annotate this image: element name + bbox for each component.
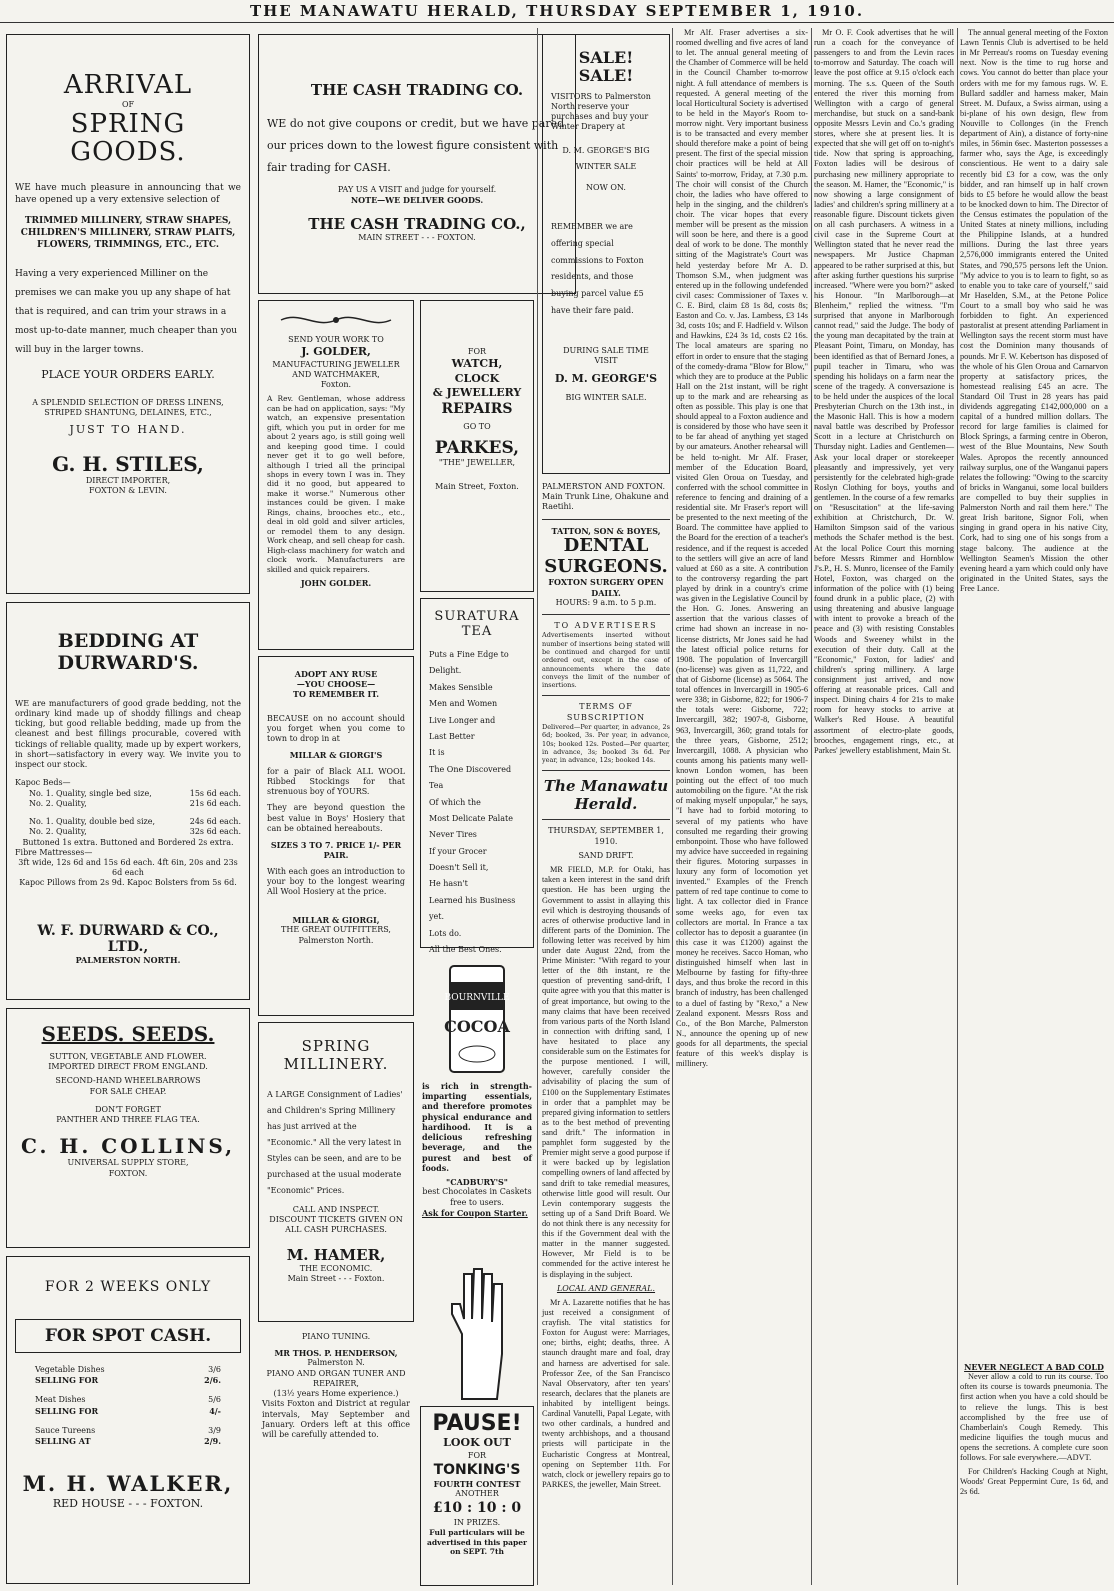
millar-name: MILLAR & GIORGI'S: [289, 750, 383, 761]
seeds-loc: FOXTON.: [108, 1168, 148, 1178]
sale-during: DURING SALE TIME VISIT: [563, 345, 649, 365]
herald-head: SAND DRIFT.: [578, 850, 634, 860]
arrival-body: Having a very experienced Milliner on the premises we can make you up any shape of hat that is required, and can trim your straws in a most up-to-date manner, much cheaper than you will buy in the larger towns.: [15, 269, 238, 356]
cocoa-body: is rich in strength-imparting essentials, and therefore promotes physical endurance and hardihood. It is a delicious refreshing beverage, and the purest and best of foods.: [422, 1081, 532, 1173]
cash-pay: PAY US A VISIT and judge for yourself.: [337, 185, 497, 194]
sale-title: SALE! SALE!: [578, 48, 634, 86]
arrival-title: ARRIVAL: [63, 70, 193, 100]
article-text: The annual general meeting of the Foxton Lawn Tennis Club is advertised to be held in Mr Perreau's rooms on Tuesday evening next. Now is the time to rug horse and cows. You cannot do better than place your orders with me for my famous rugs. W. E. Bullard saddler and harness maker, Main Street. M. Dufaux, a Swiss airman, using a bi-plane of his own design, flew from Nouville to Collonges (in the French department of Ain), a distance of forty-nine miles, in 56min 6sec. Masterton possesses a farmer who, says the Age, is exceedingly conscientious. He went to a dairy sale recently bid £3 for a cow, was the only bidder, and ran himself up in half crown bids to £5 before he would allow the beast to be knocked down to him. The Director of the Census estimates the population of the United States at ninety millions, including the Philippine Islands, at a hundred millions. During the last three years 2,576,000 immigrants entered the United States, and 790,575 persons left the Union. "My advice to you is to learn to fight, so as to enable you to take care of yourself," said Mr Haselden, S.M., at the Petone Police Court to a small boy who said he was forbidden to fight. An experienced pastoralist at present attending Parliament in Wellington says the recent storm must have cost the Dominion many thousands of pounds. Mr F. W. Kebertson has disposed of the whole of his Glen Oroua and Carnarvon property at satisfactory prices, the homestead realising £45 an acre. The Standard Oil Trust in 28 years has paid dividends aggregating £142,000,000 on a capital of a hundred million dollars. The record for large families is claimed for Block Springs, a farming centre in Oberon, west of the Blue Mountains, New South Wales. Apropos the recently announced railway surplus, one of the Wanganui papers relates the following: "Owing to the scarcity of bricks in Wanganui, some local builders are compelled to buy their supplies in Palmerston North and rail them here." The great Irish baritone, Signor Foli, when singing in grand opera in his native City, Cork, had to sing one of his songs from a stage balcony. The audience at the Wellington Seamen's Mission the other evening heard a yarn which could only have originated in the United States, says the Free Lance.: [960, 28, 1108, 594]
dental-open: FOXTON SURGERY OPEN DAILY.: [548, 577, 664, 598]
suratura-line: Men and Women: [429, 699, 498, 709]
dental-name: TATTON, SON & BOYES,: [551, 525, 661, 536]
suratura-title: SURATURA TEA: [434, 609, 520, 639]
piano-title: PIANO TUNING.: [301, 1332, 371, 1341]
dental-line: PALMERSTON AND FOXTON.: [542, 482, 666, 491]
spot-was: 5/6: [208, 1395, 221, 1405]
suratura-line: Learned his Business yet.: [429, 895, 516, 922]
dental-sub: Main Trunk Line, Ohakune and Raetihi.: [542, 492, 669, 512]
suratura-line: If your Grocer: [429, 846, 487, 856]
sale-ad: [542, 34, 670, 474]
article-text: Mr A. Lazarette notifies that he has just received a consignment of crayfish. The vital statistics for Foxton for August were: Marriages, one; births, eight; deaths, three. A staunch draught mare and foal, dray and harness are advertised for sale. Professor Zee, of the San Francisco Naval Observatory, after ten years' research, declares that the planets are inhabited by intelligent beings. Cardinal Vanutelli, Papal Legate, with two other cardinals, a hundred and twenty archbishops, and a thousand priests will participate in the Eucharistic Congress at Montreal, opening on September 11th. For watch, clock or jewellery repairs go to PARKES, the jeweller, Main Street.: [542, 1297, 670, 1489]
spot-was: 3/6: [208, 1365, 221, 1374]
pointing-hand-icon: [442, 1264, 512, 1404]
golder-ad: [258, 300, 414, 650]
seeds-title: SEEDS. SEEDS.: [41, 1022, 215, 1046]
spot-title: FOR 2 WEEKS ONLY: [44, 1279, 212, 1295]
pause-line: FOR: [467, 1450, 487, 1460]
bedding-fibre: Fibre Mattresses—: [15, 847, 93, 857]
price-value: 21s 6d each.: [189, 798, 241, 808]
article-text: MR FIELD, M.P. for Otaki, has taken a keen interest in the sand drift question. He has been urging the Government to assist in allaying this evil which is destroying thousands of acres of otherwise productive land in different parts of the Dominion. The following letter was received by him under date August 22nd, from the Prime Minister: "With regard to your letter of the 8th instant, re the question of preventing sand-drift, I quite agree with you that this matter is of great importance, but owing to the many claims that have been received from various parts of the North Island in connection with drifting sand, I have hesitated to place any considerable sum on the Estimates for the purpose mentioned. I will, however, carefully consider the advisability of placing the sum of £100 on the Supplementary Estimates in order that a pamphlet may be prepared giving information to settlers as to the best method of preventing sand drift." The information in pamphlet form suggested by the Premier might serve a good purpose if it were backed up by legislation compelling owners of land affected by sand drift to take remedial measures, otherwise little good will result. Our Levin contemporary suggests the setting up of a Sand Drift Board. We do not think there is any necessity for this if the Government deal with the matter in the manner suggested. However, Mr Field is to be commended for the active interest he is displaying in the subject.: [542, 865, 670, 1279]
price-label: No. 2. Quality,: [29, 798, 87, 808]
spot-now: 4/-: [209, 1405, 221, 1416]
suratura-lines: [429, 647, 525, 958]
arrival-ad: [6, 34, 250, 594]
seeds-name: C. H. COLLINS,: [20, 1134, 236, 1159]
spot-item: Vegetable Dishes: [35, 1365, 105, 1374]
article-text: Never allow a cold to run its course. Too often its course is towards pneumonia. The first action when you have a cold should be to relieve the lungs. This is best accomplished by the free use of Chamberlain's Cough Remedy. This medicine liquifies the tough mucus and opens the secretions. A complete cure soon follows. For sale everywhere.—ADVT.: [960, 1372, 1108, 1463]
arrival-sub: DIRECT IMPORTER,: [85, 475, 171, 485]
bedding-ad: [6, 602, 250, 1000]
spring-title: SPRING MILLINERY.: [283, 1037, 389, 1073]
spring-disc: DISCOUNT TICKETS GIVEN ON ALL CASH PURCHASES.: [269, 1215, 403, 1235]
millar-ad: [258, 656, 414, 1016]
sale-name-2: D. M. GEORGE'S: [554, 372, 658, 386]
spring-loc: Main Street - - - Foxton.: [287, 1273, 385, 1283]
suratura-line: Most Delicate Palate: [429, 813, 513, 823]
piano-loc: Palmerston N.: [307, 1358, 365, 1368]
spot-sell: SELLING FOR: [35, 1375, 99, 1386]
bedding-prices: [15, 789, 241, 838]
sale-big: BIG WINTER SALE.: [565, 392, 647, 402]
arrival-order: PLACE YOUR ORDERS EARLY.: [41, 367, 215, 381]
parkes-go: GO TO: [463, 422, 491, 432]
price-row: [29, 827, 241, 837]
column-5: [676, 28, 808, 1585]
seeds-line: SECOND-HAND WHEELBARROWS: [55, 1076, 201, 1086]
parkes-line: WATCH, CLOCK: [451, 357, 503, 385]
arrival-title-2: SPRING GOODS.: [70, 108, 186, 168]
golder-sign: JOHN GOLDER.: [300, 578, 372, 589]
spot-row: [35, 1436, 221, 1446]
pause-line: TONKING'S: [433, 1461, 521, 1478]
bedding-name: W. F. DURWARD & CO., LTD.,: [37, 922, 219, 955]
ornament-icon: [276, 311, 396, 329]
millar-sizes: SIZES 3 TO 7. PRICE 1/- PER PAIR.: [270, 840, 402, 861]
golder-name: J. GOLDER,: [301, 345, 371, 359]
spot-title-2: FOR SPOT CASH.: [15, 1319, 241, 1353]
piano-sub: PIANO AND ORGAN TUNER AND REPAIRER,: [266, 1368, 406, 1388]
hacking-article: [960, 1467, 1108, 1497]
sale-now: NOW ON.: [586, 182, 626, 192]
terms-body: Delivered—Per quarter, in advance, 2s 6d; booked, 3s. Per year, in advance, 10s; booked 12s. Posted—Per quarter, in advance, 3s; booked 3s 6d. Per year, in advance, 12s; booked 14s.: [542, 722, 670, 765]
arrival-items: TRIMMED MILLINERY, STRAW SHAPES, CHILDREN'S MILLINERY, STRAW PLAITS, FLOWERS, TRIMMINGS, ETC., ETC.: [20, 216, 236, 250]
seeds-sub: UNIVERSAL SUPPLY STORE,: [67, 1158, 189, 1168]
bedding-title: BEDDING AT DURWARD'S.: [57, 630, 199, 674]
terms-title: TERMS OF SUBSCRIPTION: [566, 702, 646, 722]
cocoa-tin-icon: [442, 962, 512, 1077]
cash-name: THE CASH TRADING CO.,: [308, 215, 526, 234]
dental-ad: [542, 482, 670, 1494]
piano-years: (13½ years Home experience.): [273, 1389, 399, 1399]
suratura-line: He hasn't: [429, 879, 468, 889]
spot-now: 2/6.: [204, 1375, 221, 1386]
spring-name: M. HAMER,: [286, 1245, 386, 1264]
seeds-line: FOR SALE CHEAP.: [89, 1086, 167, 1096]
seeds-line: IMPORTED DIRECT FROM ENGLAND.: [48, 1062, 208, 1072]
news-column: [814, 28, 954, 756]
price-value: 32s 6d each.: [189, 827, 241, 837]
herald-title: The Manawatu Herald.: [543, 777, 669, 814]
spot-sell: SELLING AT: [35, 1436, 91, 1447]
parkes-sub: "THE" JEWELLER,: [438, 458, 516, 468]
cocoa-ask: Ask for Coupon Starter.: [422, 1207, 528, 1218]
divider: [542, 819, 670, 820]
local-article: [542, 1298, 670, 1490]
column-4: [542, 28, 670, 1585]
parkes-name: PARKES,: [434, 437, 520, 458]
price-label: No. 2. Quality,: [29, 827, 87, 837]
column-7: [960, 28, 1108, 1585]
pause-line: FOURTH CONTEST: [433, 1479, 521, 1490]
divider: [542, 614, 670, 615]
spot-sell: SELLING FOR: [35, 1405, 99, 1416]
bedding-intro: WE are manufacturers of good grade bedding, not the ordinary kind made up of shoddy fillings and cheap ticking, but good reliable bedding, made up from the cleanest and best fillings procurable, covered with tickings of reliable quality, made up by expert workers, in short—satisfactory in every way. We invite you to inspect our stock.: [15, 698, 241, 770]
price-row: [29, 799, 241, 809]
article-text: Mr O. F. Cook advertises that he will run a coach for the conveyance of passengers to and from the Levin races to-morrow and Saturday. The coach will leave the post office at 9.15 o'clock each morning. The s.s. Queen of the South entered the river this morning from Wellington with a cargo of general merchandise, but stuck on a sand-bank opposite Messrs Levin and Co.'s grading stores, where she at present lies. It is expected that she will get off on to-night's tide. Now that spring is approaching, Foxton ladies will be desirous of purchasing new millinery appropriate to the season. M. Hamer, the "Economic," is now showing a large consignment of ladies' and children's spring millinery at a reasonable figure. Discount tickets given on all cash purchasers. A witness in a civil case in the Supreme Court at Wellington stated that he never read the newspapers. Mr Justice Chapman appeared to be rather surprised at this, but after asking further questions his surprise increased. "Where were you born?" asked his Honour. "In Marlborough—at Blenheim," replied the witness. "I'm surprised that anyone in Marlborough cannot read," said the Judge. The body of the young man decapitated by the train at Pleasant Point, Timaru, on Monday, has been identified as that of Bernard Jones, a pupil teacher in Timaru, who was spending his holidays on a farm near the scene of the tragedy. A conversazione is to be held under the auspices of the local Presbyterian Church on the 13th inst., in the Masonic Hall. This is how a modern naval battle was described by Professor Scott in a lecture at Christchurch on Thursday night. Ladies and Gentlemen—Ask your local draper or storekeeper pleasantly and impressively, yet very persistently for the celebrated high-grade Roslyn Clothing for boys, youths and gentlemen. In the course of a few remarks on "Resuscitation" at the life-saving exhibition at Christchurch, Dr. W. Hamilton Simpson said of the various methods the Schafer method is the best. At the local Police Court this morning before Messrs Rimmer and Hornblow J's.P., H. S. Munro, licensee of the Family Hotel, Foxton, was charged on the information of the police with (1) being found drunk in a public place, (2) with using threatening and abusive language with intent to provoke a breach of the peace and (3) with resisting Constables Woods and Sweeney whilst in the execution of their duty. Call at the "Economic," Foxton, for ladies' and children's spring millinery. A large consignment just arrived, and now offering at reasonable prices. Call and inspect. Dining chairs 4 for 21s to make room for heavy stocks to arrive at Walker's Red House. A beautiful assortment of electro-plate goods, brooches, engagement rings, etc., at Parkes' jewellery establishment, Main St.: [814, 28, 954, 755]
dental-title-2: SURGEONS.: [544, 555, 668, 577]
price-value: 24s 6d each.: [189, 817, 241, 827]
herald-date: THURSDAY, SEPTEMBER 1, 1910.: [548, 826, 664, 846]
suratura-line: Doesn't Sell it,: [429, 863, 489, 873]
sale-remember: REMEMBER we are offering special commissions to Foxton residents, and those buying parcel value £5 have their fare paid.: [551, 221, 644, 315]
spot-name: M. H. WALKER,: [22, 1471, 234, 1497]
spot-was: 3/9: [208, 1425, 221, 1435]
pause-line: IN PRIZES.: [453, 1517, 501, 1527]
spot-item: Meat Dishes: [35, 1395, 86, 1405]
spot-row: [35, 1375, 221, 1385]
suratura-line: All the Best Ones.: [429, 945, 502, 955]
seeds-line: DON'T FORGET: [95, 1104, 161, 1114]
neglect-head: NEVER NEGLECT A BAD COLD: [964, 1362, 1104, 1372]
seeds-ad: [6, 1008, 250, 1248]
column-rule: [957, 28, 958, 1585]
cash-title: THE CASH TRADING CO.: [310, 81, 524, 99]
golder-send: SEND YOUR WORK TO: [288, 335, 384, 344]
spot-item: Sauce Tureens: [35, 1425, 96, 1435]
suratura-line: Puts a Fine Edge to Delight.: [429, 650, 509, 676]
neglect-article: [960, 1372, 1108, 1463]
column-rule: [537, 28, 538, 1585]
spot-row: [35, 1426, 221, 1436]
column-rule: [811, 28, 812, 1585]
suratura-line: Last Better: [429, 731, 475, 741]
news-column: [960, 28, 1108, 1358]
cocoa-ad: [420, 956, 534, 1220]
spot-row: [35, 1395, 221, 1405]
column-6: [814, 28, 954, 1585]
sale-name: D. M. GEORGE'S BIG WINTER SALE: [562, 145, 650, 171]
arrival-name: G. H. STILES,: [52, 451, 204, 476]
column-3: [420, 28, 534, 1585]
suratura-line: Of which the: [429, 797, 481, 807]
svg-text:COCOA: COCOA: [444, 1017, 510, 1036]
arrival-loc: FOXTON & LEVIN.: [89, 486, 167, 496]
dental-title: DENTAL: [563, 534, 649, 556]
spring-millinery-ad: [258, 1022, 414, 1322]
millar-body-2: for a pair of Black ALL WOOL Ribbed Stockings for that strenuous boy of YOURS.: [267, 766, 405, 797]
bedding-kapok: Kapoc Beds—: [15, 778, 71, 788]
millar-line: TO REMEMBER IT.: [292, 689, 379, 700]
pause-line: LOOK OUT: [443, 1436, 511, 1450]
pause-line: £10 : 10 : 0: [432, 1500, 522, 1517]
suratura-line: Lots do.: [429, 928, 462, 938]
pause-line: PAUSE!: [432, 1411, 522, 1436]
spot-row: [35, 1365, 221, 1375]
piano-name: MR THOS. P. HENDERSON,: [274, 1348, 398, 1359]
parkes-line: & JEWELLERY: [432, 385, 522, 399]
spring-sub: THE ECONOMIC.: [299, 1263, 373, 1273]
spring-body: A LARGE Consignment of Ladies' and Children's Spring Millinery has just arrived at the "Economic." All the very latest in Styles can be seen, and are to be purchased at the usual moderate "Economic" Prices.: [267, 1090, 403, 1195]
dental-hours: HOURS: 9 a.m. to 5 p.m.: [555, 597, 657, 607]
arrival-of: OF: [121, 99, 135, 109]
price-value: 15s 6d each.: [189, 788, 241, 798]
golder-sub: MANUFACTURING JEWELLER AND WATCHMAKER,: [272, 359, 400, 379]
news-column: [676, 28, 808, 1069]
millar-sign: MILLAR & GIORGI,: [292, 915, 380, 926]
golder-body: A Rev. Gentleman, whose address can be had on application, says: "My watch, an expensive presentation gift, which you put in order for me about 2 years ago, is still going well and keeping good time. I could never get it to go well before, although I tried all the principal shops in every town I was in. They did it no good, but appeared to make it worse." Numerous other instances could be given. I make Rings, chains, brooches etc., etc., deal in old gold and silver articles, or remodel them to any design. Work cheap, and sell cheap for cash. High-class machinery for watch and clock work. Manufacturers are skilled and quick repairers.: [267, 394, 405, 574]
price-row: [29, 789, 241, 799]
pause-line: Full particulars will be advertised in this paper on SEPT. 7th: [427, 1527, 527, 1557]
suratura-line: Live Longer and: [429, 715, 496, 725]
pause-ad: [420, 1406, 534, 1586]
svg-text:BOURNVILLE: BOURNVILLE: [444, 993, 510, 1003]
divider: [542, 519, 670, 520]
bedding-pillows: Kapoc Pillows from 2s 9d. Kapoc Bolsters from 5s 6d.: [19, 878, 237, 888]
price-row: [29, 817, 241, 827]
cash-note: NOTE—WE DELIVER GOODS.: [350, 195, 484, 206]
arrival-dress: A SPLENDID SELECTION OF DRESS LINENS, STRIPED SHANTUNG, DELAINES, ETC.,: [32, 398, 224, 418]
advert-title: TO ADVERTISERS: [554, 621, 658, 631]
golder-town: Foxton.: [320, 380, 352, 389]
millar-line: ADOPT ANY RUSE: [294, 669, 378, 679]
spot-loc: RED HOUSE - - - FOXTON.: [52, 1496, 204, 1510]
bedding-loc: PALMERSTON NORTH.: [75, 954, 181, 965]
spot-cash-ad: [6, 1256, 250, 1584]
suratura-line: It is: [429, 748, 445, 758]
masthead: THE MANAWATU HERALD, THURSDAY SEPTEMBER 1, 1910.: [0, 0, 1114, 23]
millar-sub: THE GREAT OUTFITTERS,: [281, 925, 391, 935]
millar-body: BECAUSE on no account should you forget when you come to town to drop in at: [267, 713, 405, 744]
column-rule: [672, 28, 673, 1585]
bedding-buttoned: Buttoned 1s extra. Buttoned and Bordered 2s extra.: [22, 837, 234, 847]
spot-prices: [15, 1365, 241, 1446]
article-text: Mr Alf. Fraser advertises a six-roomed dwelling and five acres of land to let. The annual general meeting of the Chamber of Commerce will be held in the Council Chamber to-morrow night. A full attendance of members is requested. A general meeting of the local Horticultural Society is advertised to be held in the Mayor's Room to-morrow night. Very important business is to be transacted and every member should therefore make a point of being present. The first of the special mission choir practices will be held at All Saints' to-morrow, Friday, at 7.30 p.m. The choir will consist of the Church choir, the ladies who have offered to help in the singing, and the children's choir. The vicar hopes that every member will be present as the mission will soon be here, and there is a good deal of work to be done. The monthly sitting of the Magistrate's Court was held yesterday before Mr A. D. Thomson S.M., when judgment was entered up in the following undefended civil cases: Commissioner of Taxes v. C. E. Bird, claim £8 1s 8d, costs 8s; Easton and Co. v. Jas. Lambess, £3 14s 3d, costs 10s; and F. Hadfield v. Wilson and Hawkins, £24 3s 1d, costs £2 16s. The local amateurs are sparing no effort in order to ensure that the staging of the comedy-drama "Blow for Blow," which they are to produce at the Public Hall on the 21st instant, will be right up to the mark and are rehearsing as often as possible. This play is one that should appeal to a Foxton audience and is considered by those who have seen it to be far ahead of anything yet staged by our amateurs. Another rehearsal will be held to-night. Mr Alf. Fraser, member of the Education Board, visited Glen Oroua on Tuesday, and conferred with the school committee in reference to fencing and draining of a residential site. Mr Fraser's report will be presented to the next meeting of the Board. The committee have applied to the Board for the erection of a teacher's residence, and if the request is acceded to the settlers will give an acre of land valued at £60 as a site. A contribution to the controversy regarding the part played by drink in a country's crime was given in the Legislative Council by the Hon. G. Jones. Answering an assertion that the various classes of crime had shown an increase in no-license districts, Mr Jones said he had the latest official police returns for 1908. The population of Invercargill (no-license) was given as 11,722, and that of Gisborne (license) as 5064. The total offences in Invercargill in 1905-6 were 338; in Gisborne, 822; for 1906-7 the totals were: Gisborne, 722; Invercargill, 382; 1907-8, Gisborne, 963, Invercargill, 360; grand totals for the three years, Gisborne, 2512; Invercargill, 1088. A physician who counts among his patients many well-known London women, has been pointing out the effect of too much automobiling on the figure. "At the risk of making myself unpopular," he says, "I have had to forbid motoring to several of my patients who have consulted me regarding their growing embonpoint. Those who have followed my advice have succeeded in regaining their figures. Motoring surpasses in luxury any form of locomotion yet invented." Examples of the French pattern of red tape continue to come to light. A tax collector died in France some weeks ago, for even tax collectors are mortal. In France a tax collector has to deposit a guarantee (in this case it was £1200) against the money he receives. Sacco Homan, who distinguished himself when last in Melbourne by fasting for fifty-three days, and thus broke the record in this branch of industry, has been challenged to a duel of fasting by "Rexo," a New Zealand exponent. Messrs Ross and Co., of the Bon Marche, Palmerston N., announce the opening up of new goods for all departments, the special feature of this week's display is millinery.: [676, 28, 808, 1069]
suratura-line: Makes Sensible: [429, 682, 493, 692]
parkes-line: REPAIRS: [441, 401, 513, 418]
parkes-for: FOR: [467, 347, 487, 356]
arrival-hand: JUST TO HAND.: [69, 422, 187, 436]
sand-drift-article: [542, 865, 670, 1279]
millar-body-4: With each goes an introduction to your boy to the longest wearing All Wool Hosiery at the price.: [267, 866, 405, 896]
pause-line: ANOTHER: [455, 1489, 499, 1499]
spot-row: [35, 1406, 221, 1416]
millar-body-3: They are beyond question the best value in Boys' Hosiery that can be obtained hereabouts.: [267, 803, 405, 833]
piano-ad: [258, 1328, 414, 1444]
suratura-ad: [420, 598, 534, 955]
millar-line: —YOU CHOOSE—: [296, 679, 376, 690]
column-1: [6, 28, 250, 1585]
parkes-loc: Main Street, Foxton.: [435, 482, 519, 492]
sale-intro: VISITORS to Palmerston North reserve your purchases and buy your Winter Drapery at: [551, 91, 651, 132]
divider: [542, 770, 670, 771]
advert-body: Advertisements inserted without number of insertions being stated will be continued and charged for until ordered out, except in the case of announcements where the date conveys the limit of the number of insertions.: [542, 631, 670, 690]
suratura-line: Never Tires: [429, 830, 477, 840]
price-label: No. 1. Quality, double bed size,: [29, 817, 156, 827]
suratura-line: The One Discovered Tea: [429, 764, 512, 791]
cocoa-best: best Chocolates in Caskets free to users.: [422, 1187, 532, 1207]
cocoa-cadbury: "CADBURY'S": [446, 1177, 508, 1188]
bedding-fibre-row: 3ft wide, 12s 6d and 15s 6d each. 4ft 6in, 20s and 23s 6d each: [18, 857, 238, 878]
article-text: For Children's Hacking Cough at Night, Woods' Great Peppermint Cure, 1s 6d, and 2s 6d.: [960, 1467, 1108, 1497]
millar-loc: Palmerston North.: [298, 935, 374, 945]
piano-body: Visits Foxton and District at regular intervals, May September and January. Orders left at this office will be carefully attended to.: [262, 1399, 410, 1440]
divider: [542, 695, 670, 696]
arrival-intro: WE have much pleasure in announcing that we have opened up a very extensive selection of: [15, 183, 241, 205]
parkes-ad: [420, 300, 534, 592]
seeds-line: SUTTON, VEGETABLE AND FLOWER.: [49, 1052, 207, 1061]
spot-now: 2/9.: [204, 1436, 221, 1447]
cash-body: WE do not give coupons or credit, but we have pared our prices down to the lowest figure consistent with fair trading for CASH.: [267, 117, 565, 174]
spring-call: CALL AND INSPECT.: [292, 1205, 380, 1214]
local-head: LOCAL AND GENERAL.: [556, 1283, 656, 1293]
seeds-line: PANTHER AND THREE FLAG TEA.: [56, 1115, 200, 1125]
cash-loc: MAIN STREET - - - FOXTON.: [358, 233, 476, 243]
price-label: No. 1. Quality, single bed size,: [29, 788, 152, 798]
